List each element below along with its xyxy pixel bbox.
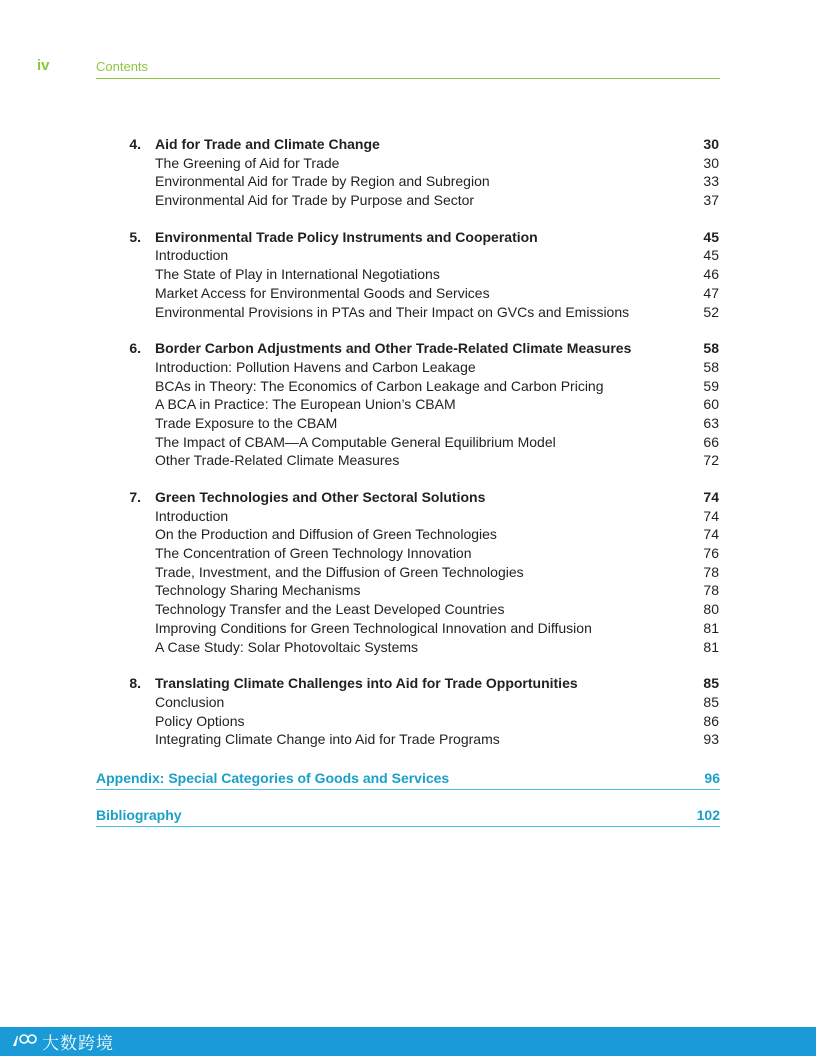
chapter-title: Border Carbon Adjustments and Other Trade-Related Climate Measures: [155, 340, 632, 357]
entry-page: 47: [703, 284, 719, 301]
entry-page: 72: [703, 452, 719, 469]
entry-title: A BCA in Practice: The European Union’s CBAM: [155, 396, 456, 413]
entry-page: 58: [703, 358, 719, 375]
toc-chapter: [0, 228, 816, 321]
entry-title: The Impact of CBAM—A Computable General Equilibrium Model: [155, 433, 556, 450]
running-head: Contents: [96, 59, 149, 74]
entry-page: 30: [703, 154, 719, 171]
entry-title: Policy Options: [155, 712, 245, 729]
chapter-number: 7.: [129, 489, 141, 505]
toc-back-matter-entry[interactable]: [96, 805, 720, 827]
table-of-contents: [0, 135, 816, 767]
toc-entry[interactable]: [0, 303, 816, 322]
entry-page: 37: [703, 192, 719, 209]
toc-entry[interactable]: [0, 507, 816, 526]
back-matter-page: 102: [696, 807, 720, 823]
toc-entry[interactable]: [0, 265, 816, 284]
toc-entry[interactable]: [0, 191, 816, 210]
entry-page: 66: [703, 433, 719, 450]
entry-title: Improving Conditions for Green Technological Innovation and Diffusion: [155, 619, 592, 636]
entry-title: On the Production and Diffusion of Green Technologies: [155, 526, 497, 543]
toc-entry[interactable]: [0, 246, 816, 265]
entry-title: Conclusion: [155, 693, 225, 710]
toc-chapter-heading[interactable]: [0, 488, 816, 507]
back-matter-page: 96: [704, 770, 720, 786]
toc-entry[interactable]: [0, 525, 816, 544]
entry-page: 45: [703, 247, 719, 264]
header-rule: [96, 78, 720, 79]
back-matter-title: Appendix: Special Categories of Goods and Services: [96, 770, 450, 786]
entry-title: Integrating Climate Change into Aid for Trade Programs: [155, 731, 500, 748]
entry-page: 86: [703, 712, 719, 729]
toc-entry[interactable]: [0, 600, 816, 619]
toc-entry[interactable]: [0, 638, 816, 657]
toc-entry[interactable]: [0, 693, 816, 712]
chapter-number: 6.: [129, 340, 141, 357]
entry-page: 33: [703, 173, 719, 190]
toc-entry[interactable]: [0, 712, 816, 731]
watermark-text: 大数跨境: [42, 1033, 114, 1054]
chapter-number: 5.: [129, 228, 141, 245]
toc-entry[interactable]: [0, 544, 816, 563]
toc-entry[interactable]: [0, 154, 816, 173]
entry-page: 85: [703, 693, 719, 710]
chapter-title: Green Technologies and Other Sectoral Solutions: [155, 489, 486, 505]
back-matter-title: Bibliography: [96, 807, 182, 823]
entry-title: The State of Play in International Negotiations: [155, 266, 440, 283]
watermark-logo: [10, 1030, 114, 1052]
toc-entry[interactable]: [0, 377, 816, 396]
entry-title: Trade Exposure to the CBAM: [155, 414, 338, 431]
toc-chapter: [0, 488, 816, 656]
chapter-page: 74: [703, 489, 719, 505]
toc-entry[interactable]: [0, 358, 816, 377]
back-matter-rule: [96, 826, 720, 827]
entry-title: Trade, Investment, and the Diffusion of Green Technologies: [155, 563, 524, 580]
entry-page: 78: [703, 563, 719, 580]
chapter-number: 8.: [129, 675, 141, 692]
page-header: [0, 0, 816, 90]
entry-title: Environmental Aid for Trade by Purpose and Sector: [155, 192, 475, 209]
chapter-title: Environmental Trade Policy Instruments and Cooperation: [155, 228, 538, 245]
entry-page: 74: [703, 526, 719, 543]
toc-entry[interactable]: [0, 395, 816, 414]
toc-entry[interactable]: [0, 619, 816, 638]
entry-title: Market Access for Environmental Goods and Services: [155, 284, 490, 301]
chapter-page: 45: [703, 228, 719, 245]
entry-title: Introduction: [155, 507, 229, 524]
toc-entry[interactable]: [0, 414, 816, 433]
toc-entry[interactable]: [0, 730, 816, 749]
toc-chapter: [0, 339, 816, 470]
toc-chapter-heading[interactable]: [0, 339, 816, 358]
toc-chapter-heading[interactable]: [0, 674, 816, 693]
chapter-page: 30: [703, 136, 719, 152]
back-matter-rule: [96, 789, 720, 790]
toc-entry[interactable]: [0, 284, 816, 303]
toc-entry[interactable]: [0, 563, 816, 582]
toc-chapter: [0, 674, 816, 749]
entry-title: Introduction: [155, 247, 229, 264]
toc-entry[interactable]: [0, 581, 816, 600]
chapter-title: Aid for Trade and Climate Change: [155, 136, 380, 152]
entry-page: 81: [703, 619, 719, 636]
entry-title: Technology Sharing Mechanisms: [155, 582, 361, 599]
toc-back-matter-entry[interactable]: [96, 768, 720, 790]
entry-title: BCAs in Theory: The Economics of Carbon Leakage and Carbon Pricing: [155, 377, 604, 394]
entry-page: 59: [703, 377, 719, 394]
toc-chapter-heading[interactable]: [0, 135, 816, 154]
chapter-page: 85: [703, 675, 719, 692]
entry-page: 63: [703, 414, 719, 431]
chapter-page: 58: [703, 340, 719, 357]
page-number: iv: [37, 57, 50, 74]
toc-chapter: [0, 135, 816, 210]
entry-title: Technology Transfer and the Least Developed Countries: [155, 601, 505, 618]
entry-page: 81: [703, 638, 719, 655]
entry-page: 93: [703, 731, 719, 748]
entry-title: A Case Study: Solar Photovoltaic Systems: [155, 638, 419, 655]
toc-chapter-heading[interactable]: [0, 228, 816, 247]
entry-title: Environmental Aid for Trade by Region and Subregion: [155, 173, 490, 190]
entry-title: Other Trade-Related Climate Measures: [155, 452, 400, 469]
entry-title: The Greening of Aid for Trade: [155, 154, 340, 171]
entry-title: Introduction: Pollution Havens and Carbon Leakage: [155, 358, 476, 375]
toc-entry[interactable]: [0, 451, 816, 470]
entry-page: 46: [703, 266, 719, 283]
entry-title: Environmental Provisions in PTAs and Their Impact on GVCs and Emissions: [155, 303, 630, 320]
entry-page: 60: [703, 396, 719, 413]
entry-title: The Concentration of Green Technology Innovation: [155, 545, 472, 562]
chapter-number: 4.: [129, 136, 141, 152]
footer-bar: [0, 1027, 816, 1056]
entry-page: 78: [703, 582, 719, 599]
entry-page: 80: [703, 601, 719, 618]
toc-entry[interactable]: [0, 172, 816, 191]
chapter-title: Translating Climate Challenges into Aid for Trade Opportunities: [155, 675, 578, 692]
logo-mark-icon: [10, 1030, 38, 1052]
entry-page: 76: [703, 545, 719, 562]
entry-page: 74: [703, 507, 719, 524]
entry-page: 52: [703, 303, 719, 320]
toc-entry[interactable]: [0, 433, 816, 452]
